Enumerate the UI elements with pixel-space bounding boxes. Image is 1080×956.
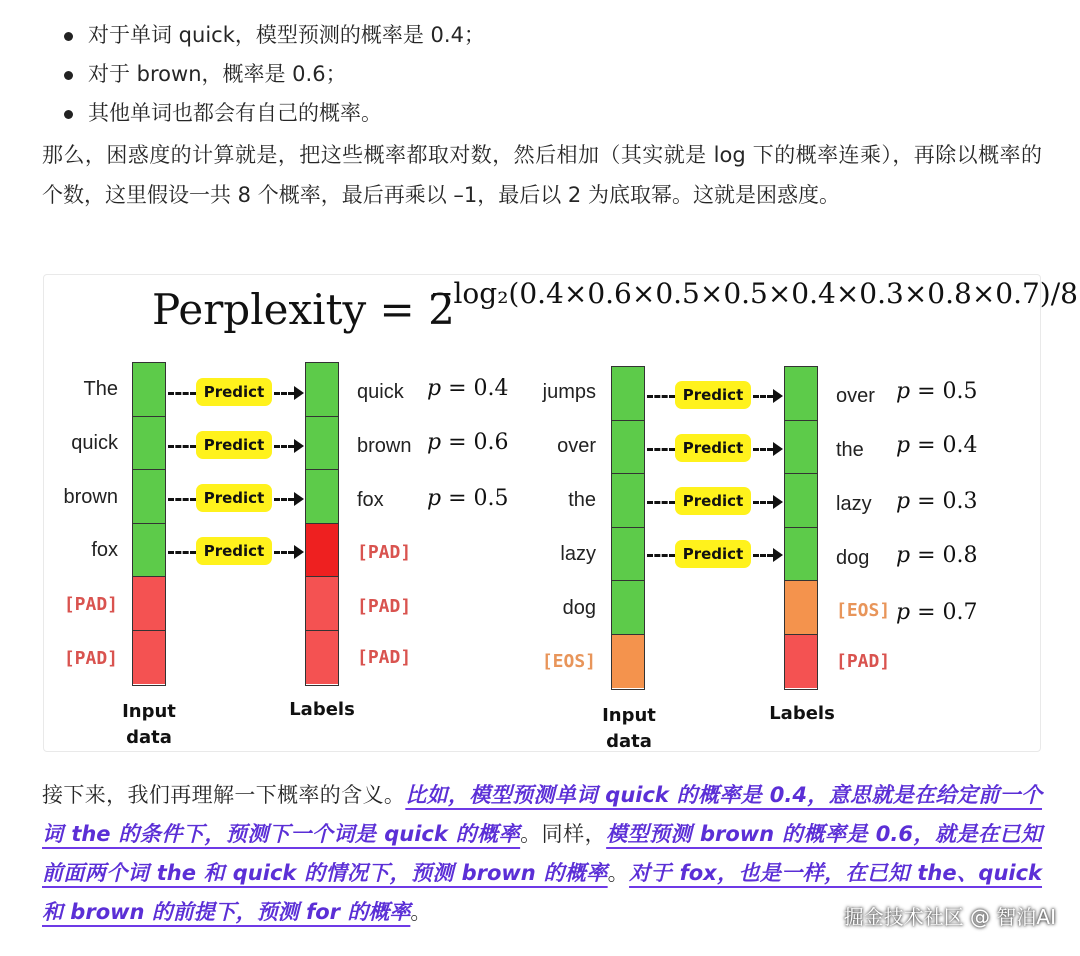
dashed-line [274, 445, 294, 448]
input-data-caption: Input data [122, 701, 176, 748]
plain-text: 。 [410, 900, 432, 924]
arrow-icon [294, 439, 304, 453]
label-word: brown [357, 435, 412, 457]
probability-label: p = 0.3 [896, 489, 978, 514]
token-cell [785, 581, 817, 635]
dashed-line [168, 551, 196, 554]
input-word: over [557, 435, 596, 457]
label-word: over [836, 385, 875, 407]
input-data-caption: Input data [602, 705, 656, 752]
plain-text: 接下来，我们再理解一下概率的含义。 [42, 783, 406, 807]
token-cell [133, 417, 165, 471]
plain-text: 。 [607, 861, 630, 885]
label-word: lazy [836, 493, 872, 515]
bullet-item: 对于单词 quick，模型预测的概率是 0.4； [58, 16, 485, 55]
probability-label: p = 0.4 [896, 433, 978, 458]
perplexity-explanation-paragraph: 那么，困惑度的计算就是，把这些概率都取对数，然后相加（其实就是 log 下的概率连乘），再除以概率的个数，这里假设一共 8 个概率，最后再乘以 –1，最后以 2 为底取幂。这就是困惑度。 [42, 143, 1042, 207]
label-word: fox [357, 489, 384, 511]
token-cell [612, 474, 644, 528]
bullet-item: 对于 brown，概率是 0.6； [58, 55, 485, 94]
token-cell [612, 528, 644, 582]
dashed-line [274, 392, 294, 395]
dashed-line [647, 395, 675, 398]
formula-main: Perplexity = 2 [152, 285, 455, 334]
dashed-line [168, 445, 196, 448]
highlighted-text: 对于 fox，也是一样，在已知 the、quick 和 brown 的前提下，预测 for 的概率 [42, 861, 1043, 924]
arrow-icon [294, 545, 304, 559]
token-cell [306, 577, 338, 631]
token-cell [306, 363, 338, 417]
label-word: dog [836, 547, 870, 569]
pad-token: [PAD] [357, 647, 412, 668]
predict-badge: Predict [675, 434, 751, 462]
formula-exponent: −log₂(0.4×0.6×0.5×0.5×0.4×0.3×0.8×0.7)/8 [430, 277, 1078, 310]
input-word: The [83, 378, 118, 400]
predict-badge: Predict [675, 381, 751, 409]
arrow-icon [773, 548, 783, 562]
token-cell [612, 635, 644, 689]
dashed-line [753, 448, 773, 451]
predict-badge: Predict [196, 484, 272, 512]
plain-text: 。同样， [520, 822, 607, 846]
input-word: jumps [542, 381, 596, 403]
bullet-item: 其他单词也都会有自己的概率。 [58, 94, 485, 133]
input-word: dog [562, 597, 596, 619]
highlighted-text: 模型预测 brown 的概率是 0.6，就是在已知前面两个词 the 和 quick 的情况下，预测 brown 的概率 [42, 822, 1042, 885]
token-cell [785, 528, 817, 582]
pad-token: [PAD] [63, 648, 118, 669]
arrow-icon [773, 389, 783, 403]
pad-token: [PAD] [63, 594, 118, 615]
input-word: quick [71, 432, 118, 454]
input-token-column [611, 366, 645, 690]
token-cell [785, 367, 817, 421]
token-cell [612, 421, 644, 475]
predict-badge: Predict [196, 378, 272, 406]
arrow-icon [773, 442, 783, 456]
token-cell [785, 474, 817, 528]
dashed-line [647, 448, 675, 451]
arrow-icon [294, 386, 304, 400]
predict-badge: Predict [196, 431, 272, 459]
probability-label: p = 0.7 [896, 600, 978, 625]
dashed-line [168, 498, 196, 501]
dashed-line [168, 392, 196, 395]
label-token-column [305, 362, 339, 686]
eos-token: [EOS] [541, 651, 596, 672]
token-cell [306, 524, 338, 578]
input-word: the [568, 489, 596, 511]
watermark: 掘金技术社区 @ 智泊AI [843, 905, 1056, 929]
perplexity-figure [43, 274, 1078, 752]
probability-label: p = 0.5 [427, 486, 509, 511]
labels-caption: Labels [769, 703, 835, 724]
probability-label: p = 0.8 [896, 543, 978, 568]
pad-token: [PAD] [357, 596, 412, 617]
input-word: brown [63, 486, 118, 508]
eos-token: [EOS] [836, 600, 891, 621]
token-cell [306, 631, 338, 685]
token-cell [306, 417, 338, 471]
token-cell [612, 581, 644, 635]
input-word: lazy [560, 543, 596, 565]
dashed-line [274, 551, 294, 554]
dashed-line [753, 501, 773, 504]
token-cell [133, 470, 165, 524]
token-cell [306, 470, 338, 524]
predict-badge: Predict [675, 487, 751, 515]
pad-token: [PAD] [357, 542, 412, 563]
token-cell [133, 631, 165, 685]
arrow-icon [773, 495, 783, 509]
token-cell [133, 577, 165, 631]
probability-label: p = 0.6 [427, 430, 509, 455]
predict-badge: Predict [196, 537, 272, 565]
input-token-column [132, 362, 166, 686]
pad-token: [PAD] [836, 651, 891, 672]
probability-label: p = 0.4 [427, 376, 509, 401]
label-token-column [784, 366, 818, 690]
dashed-line [647, 554, 675, 557]
labels-caption: Labels [289, 699, 355, 720]
dashed-line [274, 498, 294, 501]
dashed-line [753, 395, 773, 398]
probability-label: p = 0.5 [896, 379, 978, 404]
dashed-line [753, 554, 773, 557]
token-cell [133, 363, 165, 417]
input-word: fox [91, 539, 118, 561]
predict-badge: Predict [675, 540, 751, 568]
token-cell [785, 421, 817, 475]
token-cell [612, 367, 644, 421]
arrow-icon [294, 492, 304, 506]
bullet-list [58, 16, 485, 133]
highlighted-text: 比如，模型预测单词 quick 的概率是 0.4，意思就是在给定前一个词 the 的条件下，预测下一个词是 quick 的概率 [42, 783, 1043, 846]
label-word: quick [357, 381, 404, 403]
label-word: the [836, 439, 864, 461]
token-cell [785, 635, 817, 689]
token-cell [133, 524, 165, 578]
dashed-line [647, 501, 675, 504]
